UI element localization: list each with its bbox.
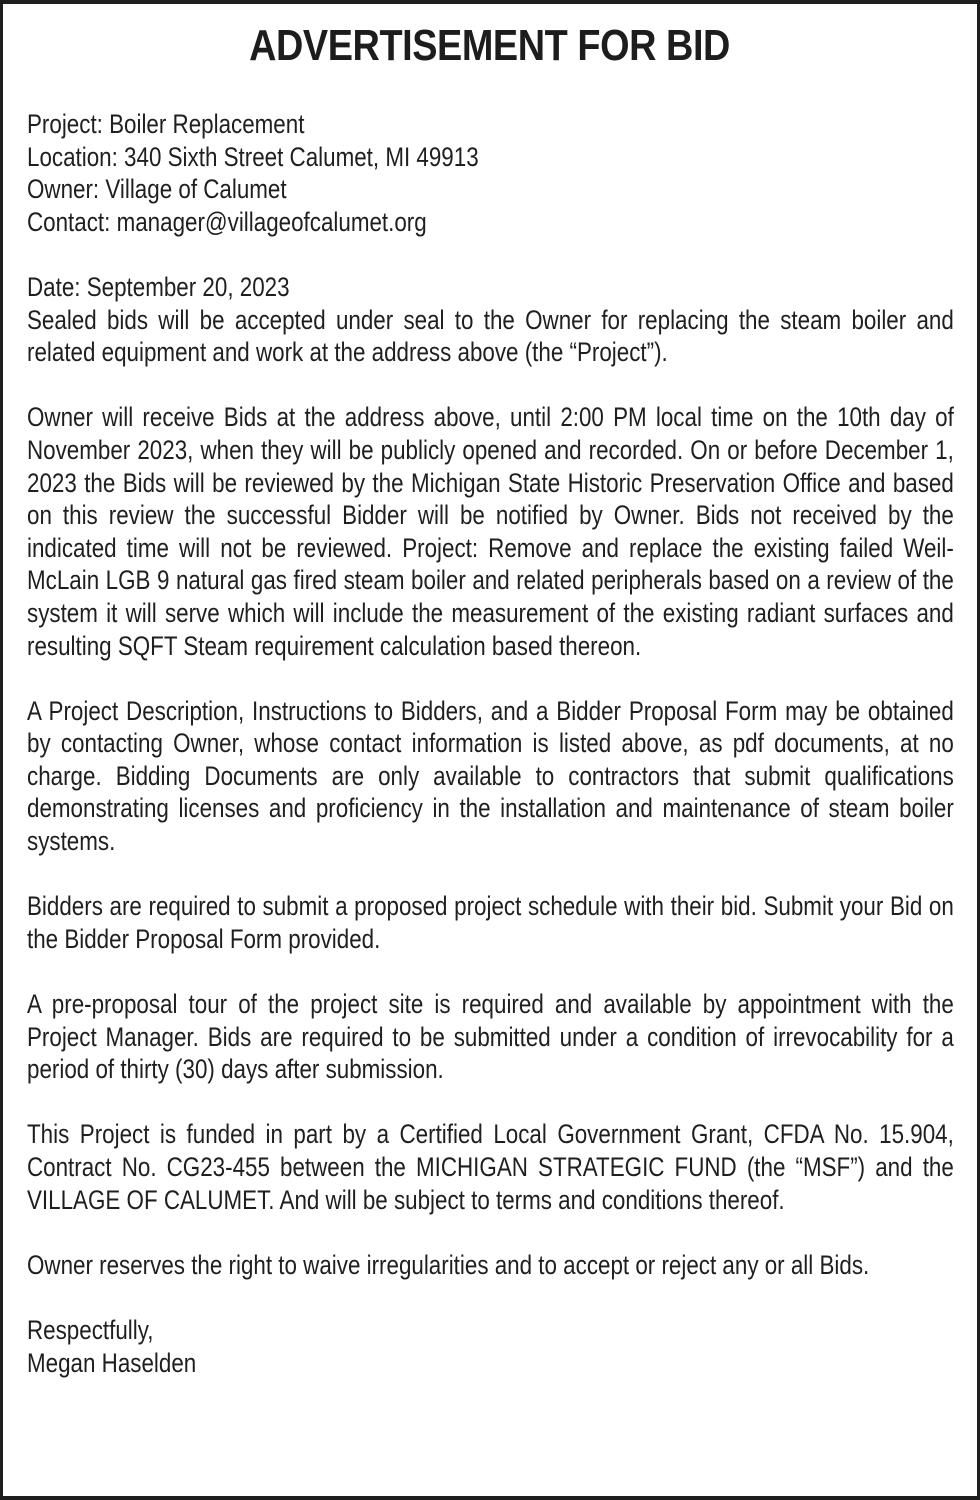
project-info-block [27, 108, 954, 238]
funding-paragraph: This Project is funded in part by a Certified Local Government Grant, CFDA No. 15.904, Contract No. CG23-455 between the MICHIGAN STRATEGIC FUND (the “MSF”) and the VILLAGE OF CALUMET. And will be subject to terms and conditions thereof. [27, 1119, 954, 1215]
title-text: ADVERTISEMENT FOR BID [249, 21, 731, 70]
bid-receipt-paragraph: Owner will receive Bids at the address above, until 2:00 PM local time on the 10th day of November 2023, when they will be publicly opened and recorded. On or before December 1, 2023 the Bids will be reviewed by the Michigan State Historic Preservation Office and based on this review the successful Bidder will be notified by Owner. Bids not received by the indicated time will not be reviewed. Project: Remove and replace the existing failed Weil-McLain LGB 9 natural gas fired steam boiler and related peripherals based on a review of the system it will serve which will include the measurement of the existing radiant surfaces and resulting SQFT Steam requirement calculation based thereon. [27, 402, 954, 661]
site-tour-paragraph: A pre-proposal tour of the project site is required and available by appointment with the Project Manager. Bids are required to be submitted under a condition of irrevocability for a period of thirty (30) days after submission. [27, 989, 954, 1085]
intro-paragraph [27, 271, 954, 369]
project-line: Project: Boiler Replacement [27, 109, 305, 139]
intro-text: Sealed bids will be accepted under seal to the Owner for replacing the steam boiler and related equipment and work at the address above (the “Project”). [27, 304, 954, 368]
signature: Megan Haselden [27, 1347, 197, 1378]
document-body [27, 108, 954, 1412]
closing-block [27, 1314, 954, 1379]
contact-line: Contact: manager@villageofcalumet.org [27, 206, 427, 237]
schedule-paragraph: Bidders are required to submit a proposed project schedule with their bid. Submit your Bid on the Bidder Proposal Form provided. [27, 891, 954, 954]
document-title [3, 18, 977, 74]
reservation-paragraph: Owner reserves the right to waive irregularities and to accept or reject any or all Bids. [27, 1249, 870, 1280]
owner-line: Owner: Village of Calumet [27, 174, 287, 205]
bidding-documents-paragraph: A Project Description, Instructions to Bidders, and a Bidder Proposal Form may be obtained by contacting Owner, whose contact information is listed above, as pdf documents, at no charge. Bidding Documents are only available to contractors that submit qualifications demonstrating licenses and proficiency in the installation and maintenance of steam boiler systems. [27, 695, 954, 857]
salutation: Respectfully, [27, 1314, 154, 1345]
date-line: Date: September 20, 2023 [27, 271, 290, 302]
location-line: Location: 340 Sixth Street Calumet, MI 49913 [27, 141, 479, 172]
